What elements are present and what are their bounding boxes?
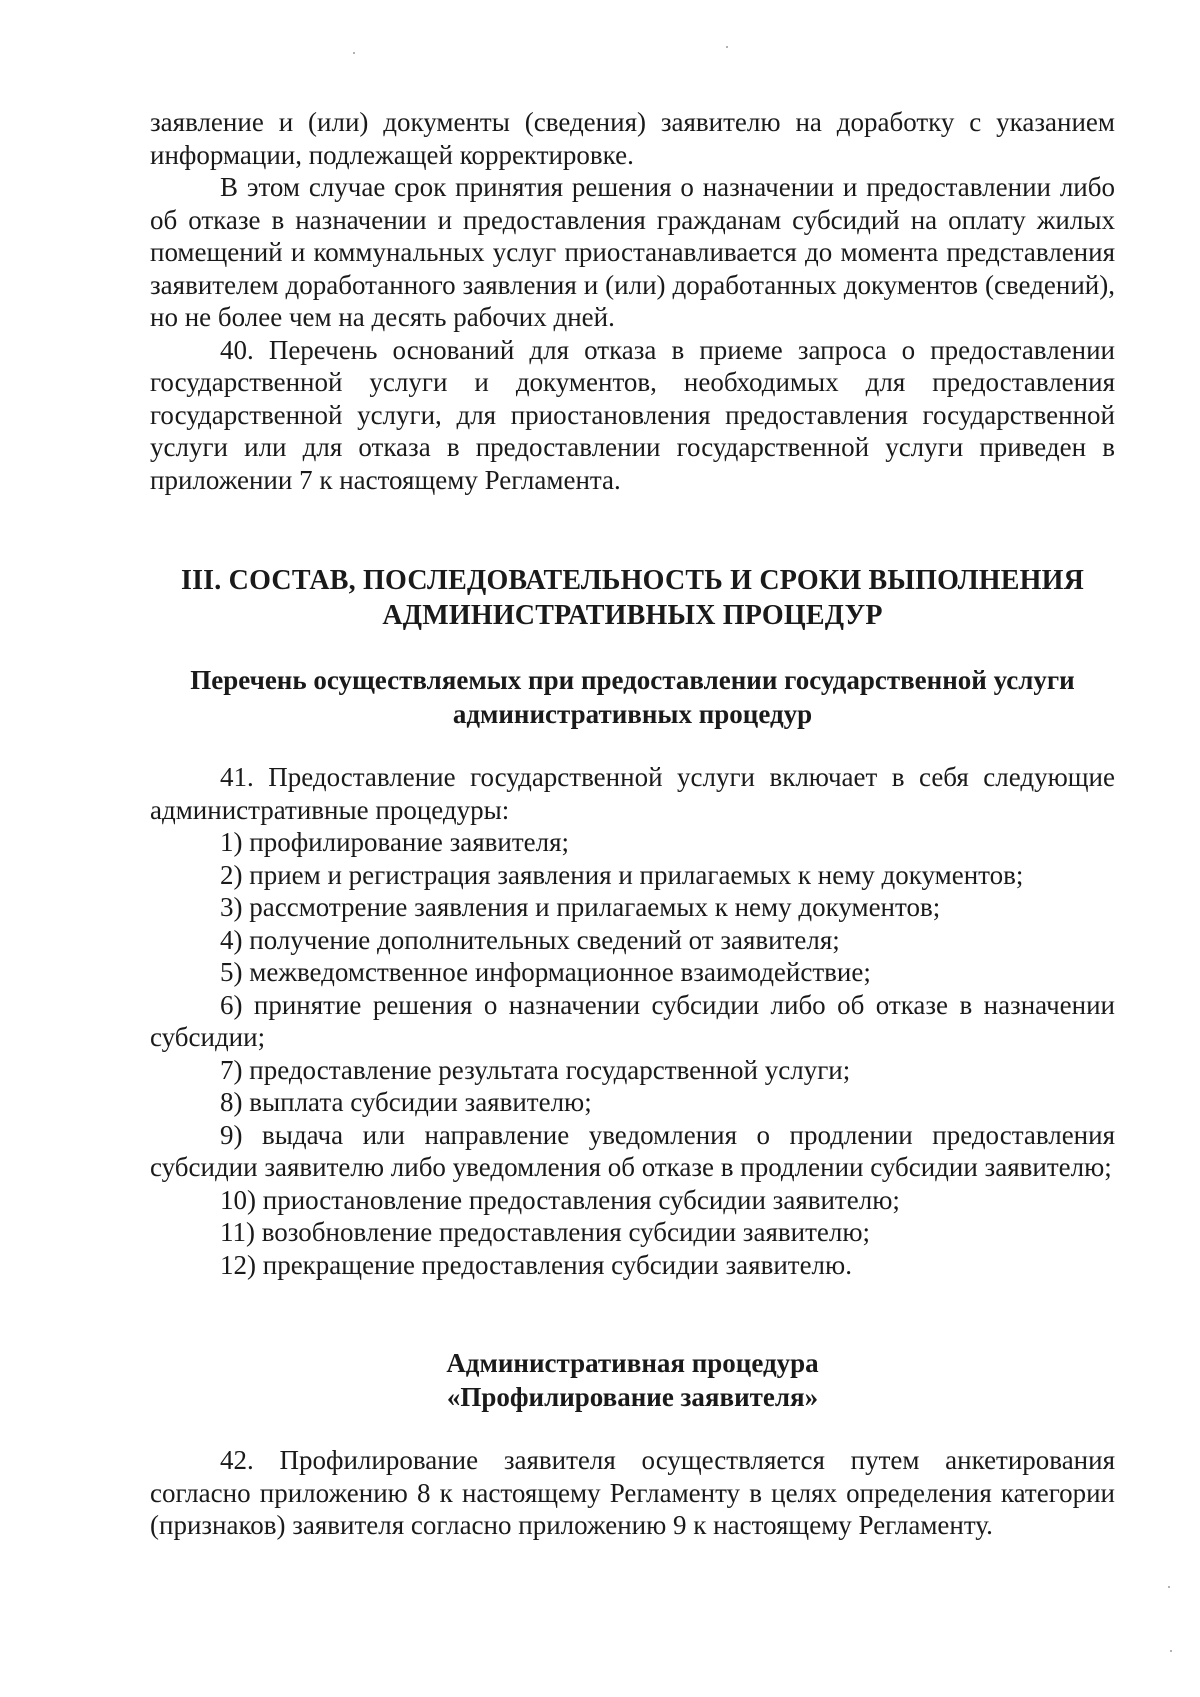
intro-paragraph-2: В этом случае срок принятия решения о назначении и предоставлении либо об отказе в назначении и предоставления гражданам субсидий на оплату жилых помещений и коммунальных услуг приостанавливается до момента представления заявителем доработанного заявления и (или) доработанных документов (сведений), но не более чем на десять рабочих дней. — [150, 172, 1115, 332]
list-item: 1) профилирование заявителя; — [220, 827, 570, 857]
list-item: 7) предоставление результата государственной услуги; — [220, 1054, 851, 1085]
subsection-heading-2 — [150, 1346, 1115, 1414]
paragraph-42: 42. Профилирование заявителя осуществляется путем анкетирования согласно приложению 8 к настоящему Регламенту в целях определения категории (признаков) заявителя согласно приложению 9 к настоящему Регламенту. — [150, 1445, 1115, 1540]
list-item: 9) выдача или направление уведомления о продлении предоставления субсидии заявителю либо уведомления об отказе в продлении субсидии заявителю; — [150, 1119, 1115, 1182]
subsection-2-title-line-2: «Профилирование заявителя» — [446, 1382, 819, 1412]
paragraph-41: 41. Предоставление государственной услуги включает в себя следующие административные процедуры: — [150, 762, 1115, 825]
list-item: 5) межведомственное информационное взаимодействие; — [220, 957, 871, 987]
intro-block — [150, 106, 1115, 496]
subsection-2-title-line-1: Административная процедура — [446, 1348, 819, 1378]
paragraph-42-block — [150, 1444, 1115, 1542]
subsection-1-title-line-2: административных процедур — [452, 699, 813, 729]
scan-speck — [1168, 1586, 1170, 1588]
scan-speck — [1170, 1650, 1172, 1652]
list-item: 3) рассмотрение заявления и прилагаемых к нему документов; — [220, 892, 941, 922]
subsection-1-title-line-1: Перечень осуществляемых при предоставлении государственной услуги — [190, 665, 1075, 695]
section-title-line-1: III. СОСТАВ, ПОСЛЕДОВАТЕЛЬНОСТЬ И СРОКИ ВЫПОЛНЕНИЯ — [180, 565, 1084, 596]
list-item: 12) прекращение предоставления субсидии заявителю. — [220, 1249, 852, 1280]
list-item: 6) принятие решения о назначении субсидии либо об отказе в назначении субсидии; — [150, 989, 1115, 1052]
subsection-heading-1 — [150, 663, 1115, 731]
paragraph-40: 40. Перечень оснований для отказа в приеме запроса о предоставлении государственной услуги и документов, необходимых для предоставления государственной услуги, для приостановления предоставления государственной услуги или для отказа в предоставлении государственной услуги приведен в приложении 7 к настоящему Регламента. — [150, 334, 1115, 495]
section-title-line-2: АДМИНИСТРАТИВНЫХ ПРОЦЕДУР — [382, 600, 883, 631]
list-item: 8) выплата субсидии заявителю; — [220, 1087, 592, 1117]
scan-speck — [353, 52, 355, 54]
scan-speck — [726, 46, 728, 48]
list-item: 11) возобновление предоставления субсидии заявителю; — [220, 1217, 871, 1247]
section-heading — [150, 563, 1115, 633]
list-item: 10) приостановление предоставления субсидии заявителю; — [220, 1184, 900, 1215]
list-item: 4) получение дополнительных сведений от заявителя; — [220, 924, 840, 955]
intro-paragraph-1: заявление и (или) документы (сведения) заявителю на доработку с указанием информации, подлежащей корректировке. — [150, 107, 1115, 170]
list-item: 2) прием и регистрация заявления и прилагаемых к нему документов; — [220, 859, 1024, 890]
paragraph-41-block — [150, 761, 1115, 1281]
